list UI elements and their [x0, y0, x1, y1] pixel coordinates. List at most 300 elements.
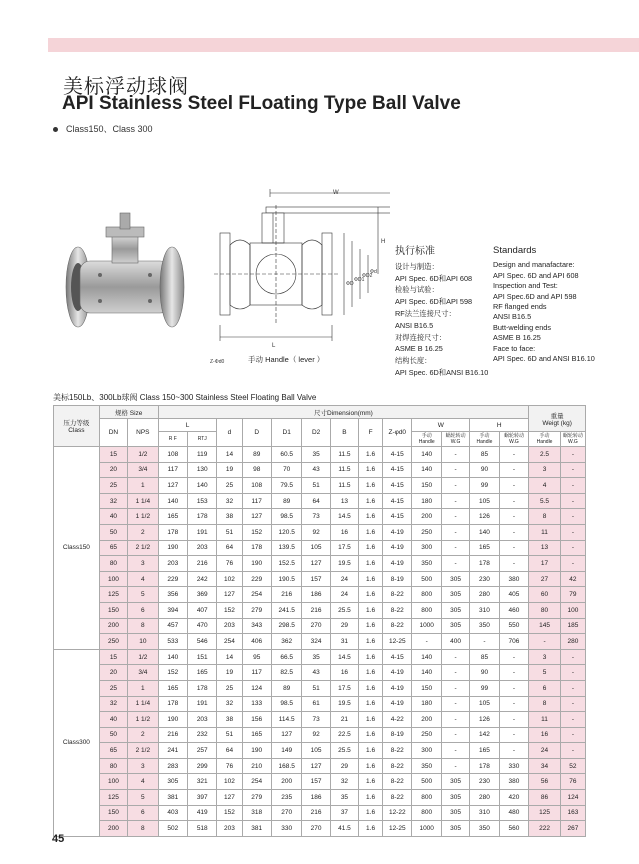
table-cell: 117: [242, 493, 271, 509]
header-size: 规格 Size: [99, 406, 158, 419]
table-cell: 4-15: [383, 462, 412, 478]
table-row: [54, 571, 586, 587]
table-cell: 165: [470, 743, 499, 759]
table-cell: 157: [302, 774, 330, 790]
header-dimension: 尺寸Dimension(mm): [158, 406, 529, 419]
table-cell: 1.6: [359, 665, 383, 681]
table-cell: 1.6: [359, 509, 383, 525]
table-row: [54, 743, 586, 759]
table-row: [54, 634, 586, 650]
table-cell: -: [529, 634, 561, 650]
table-cell: 3: [128, 758, 159, 774]
table-cell: 330: [499, 758, 529, 774]
table-cell: 203: [158, 556, 187, 572]
handle-label: 手动 Handle（ lever ）: [248, 355, 325, 364]
table-row: [54, 790, 586, 806]
table-cell: 60: [529, 587, 561, 603]
table-cell: 186: [302, 790, 330, 806]
table-cell: 191: [188, 524, 217, 540]
table-cell: -: [441, 712, 469, 728]
table-cell: 25.5: [330, 602, 358, 618]
table-cell: 178: [158, 696, 187, 712]
table-cell: 25: [217, 478, 242, 494]
table-cell: 4-19: [383, 680, 412, 696]
table-cell: 139.5: [271, 540, 302, 556]
table-cell: 52: [560, 758, 585, 774]
table-cell: 92: [302, 727, 330, 743]
table-cell: 1 1/2: [128, 509, 159, 525]
table-cell: 163: [560, 805, 585, 821]
header-d2: D2: [302, 419, 330, 447]
table-cell: 2: [128, 524, 159, 540]
table-cell: 191: [188, 696, 217, 712]
std-en-line: Butt-welding ends: [493, 322, 552, 332]
table-cell: 98.5: [271, 509, 302, 525]
wg-en: W.G: [509, 439, 519, 445]
wg-en: W.G: [450, 439, 461, 445]
table-row: [54, 556, 586, 572]
table-cell: 133: [242, 696, 271, 712]
table-cell: 4-15: [383, 649, 412, 665]
wg-cn: 蜗轮转动: [562, 433, 583, 439]
std-cn-line: ANSI B16.5: [395, 320, 434, 330]
std-en-line: Face to face:: [493, 343, 536, 353]
table-cell: 1.6: [359, 540, 383, 556]
table-row: [54, 680, 586, 696]
table-cell: 8: [128, 618, 159, 634]
table-cell: 1.6: [359, 478, 383, 494]
table-cell: 283: [158, 758, 187, 774]
header-weight: 重量 Weigt (kg): [529, 406, 586, 432]
table-cell: 350: [412, 556, 441, 572]
table-cell: -: [560, 478, 585, 494]
table-cell: 200: [271, 774, 302, 790]
table-cell: 127: [302, 758, 330, 774]
table-cell: 125: [99, 790, 127, 806]
table-cell: 108: [158, 447, 187, 463]
table-cell: 19.5: [330, 696, 358, 712]
table-cell: 1.6: [359, 727, 383, 743]
table-cell: 120.5: [271, 524, 302, 540]
table-cell: -: [560, 696, 585, 712]
table-cell: 12-25: [383, 821, 412, 837]
table-cell: 32: [99, 493, 127, 509]
table-cell: 24: [330, 571, 358, 587]
table-row: [54, 602, 586, 618]
table-cell: 140: [158, 649, 187, 665]
table-cell: -: [441, 447, 469, 463]
table-cell: 267: [560, 821, 585, 837]
table-cell: 125: [529, 805, 561, 821]
table-cell: -: [441, 462, 469, 478]
table-cell: -: [499, 478, 529, 494]
table-cell: 29: [330, 758, 358, 774]
table-cell: 51: [217, 524, 242, 540]
class300-rows: [54, 649, 586, 836]
table-cell: 124: [560, 790, 585, 806]
table-cell: 11: [529, 712, 561, 728]
handle-cn: 手动: [539, 433, 550, 439]
std-cn-line: API Spec. 6D和ANSI B16.10: [395, 367, 489, 377]
table-cell: 24: [330, 587, 358, 603]
table-cell: 64: [217, 540, 242, 556]
table-cell: 800: [412, 790, 441, 806]
table-cell: 502: [158, 821, 187, 837]
table-cell: 8: [529, 509, 561, 525]
dim-d2: ΦD2: [362, 273, 373, 279]
class-text: Class150、Class 300: [66, 124, 153, 134]
table-cell: 4-22: [383, 712, 412, 728]
table-cell: 216: [158, 727, 187, 743]
table-row: [54, 524, 586, 540]
table-cell: -: [499, 540, 529, 556]
table-cell: -: [499, 680, 529, 696]
table-cell: 38: [217, 509, 242, 525]
table-cell: 216: [302, 602, 330, 618]
table-row: [54, 805, 586, 821]
table-cell: 419: [188, 805, 217, 821]
table-cell: 4-15: [383, 478, 412, 494]
table-cell: 180: [412, 493, 441, 509]
table-cell: 1.6: [359, 447, 383, 463]
table-cell: 185: [560, 618, 585, 634]
header-weight-handle: [529, 432, 561, 447]
table-cell: 79.5: [271, 478, 302, 494]
table-cell: 80: [99, 758, 127, 774]
table-cell: 157: [302, 571, 330, 587]
table-cell: 8-22: [383, 602, 412, 618]
table-cell: 14.5: [330, 649, 358, 665]
table-cell: -: [499, 727, 529, 743]
table-cell: -: [560, 727, 585, 743]
table-row: [54, 727, 586, 743]
table-cell: 32: [217, 696, 242, 712]
table-cell: 1.6: [359, 524, 383, 540]
table-cell: 60.5: [271, 447, 302, 463]
std-cn-line: 设计与制造：: [395, 261, 439, 271]
table-cell: 1.6: [359, 774, 383, 790]
header-rtj: RTJ: [188, 432, 217, 447]
table-cell: -: [560, 556, 585, 572]
table-cell: 300: [412, 540, 441, 556]
table-cell: 1 1/2: [128, 712, 159, 728]
table-cell: 178: [470, 556, 499, 572]
table-cell: 165: [188, 665, 217, 681]
table-cell: 73: [302, 509, 330, 525]
table-cell: 50: [99, 727, 127, 743]
table-cell: 140: [188, 478, 217, 494]
table-cell: 100: [99, 571, 127, 587]
table-cell: 145: [529, 618, 561, 634]
table-cell: 270: [271, 805, 302, 821]
table-cell: 41.5: [330, 821, 358, 837]
table-cell: 178: [158, 524, 187, 540]
std-en-line: API Spec. 6D and API 608: [493, 270, 579, 280]
table-cell: -: [560, 447, 585, 463]
table-cell: -: [441, 743, 469, 759]
table-cell: 200: [412, 509, 441, 525]
table-cell: 130: [188, 462, 217, 478]
std-cn-line: API Spec. 6D和API 608: [395, 273, 473, 283]
table-cell: 151: [188, 649, 217, 665]
table-cell: 380: [499, 571, 529, 587]
table-cell: -: [441, 680, 469, 696]
table-cell: 64: [302, 493, 330, 509]
table-cell: 73: [302, 712, 330, 728]
table-cell: 279: [242, 790, 271, 806]
table-cell: 397: [188, 790, 217, 806]
table-row: [54, 618, 586, 634]
table-cell: 11.5: [330, 462, 358, 478]
table-cell: 127: [217, 790, 242, 806]
table-cell: 305: [158, 774, 187, 790]
header-d1: D1: [271, 419, 302, 447]
table-cell: 3/4: [128, 665, 159, 681]
table-cell: 16: [330, 524, 358, 540]
table-cell: 280: [470, 790, 499, 806]
table-cell: 127: [302, 556, 330, 572]
table-cell: 140: [412, 649, 441, 665]
table-cell: 4-19: [383, 696, 412, 712]
table-cell: 305: [441, 602, 469, 618]
wg-cn: 蜗轮转动: [445, 433, 466, 439]
table-cell: 230: [470, 571, 499, 587]
table-cell: 20: [99, 462, 127, 478]
standards-english: [493, 246, 595, 364]
header-rf: R F: [158, 432, 187, 447]
std-en-line: Design and manafactare:: [493, 260, 575, 270]
table-cell: 3: [128, 556, 159, 572]
table-cell: 178: [242, 540, 271, 556]
table-cell: -: [560, 462, 585, 478]
table-row: [54, 587, 586, 603]
class-bullet: [53, 122, 153, 135]
table-cell: -: [560, 680, 585, 696]
table-cell: 140: [412, 462, 441, 478]
std-cn-line: 结构长度：: [395, 356, 432, 366]
table-cell: 127: [158, 478, 187, 494]
table-row: [54, 540, 586, 556]
std-en-line: API Spec.6D and API 598: [493, 291, 577, 301]
table-cell: 203: [217, 618, 242, 634]
table-cell: 300: [412, 743, 441, 759]
table-cell: 1.6: [359, 649, 383, 665]
std-cn-line: 对焊连接尺寸：: [395, 332, 447, 342]
table-cell: 4-19: [383, 556, 412, 572]
table-cell: 270: [302, 821, 330, 837]
table-cell: -: [441, 696, 469, 712]
table-cell: 127: [242, 509, 271, 525]
table-cell: 279: [242, 602, 271, 618]
table-cell: 85: [470, 649, 499, 665]
table-cell: 4-19: [383, 665, 412, 681]
table-cell: 15: [99, 447, 127, 463]
std-cn-line: API Spec. 6D和API 598: [395, 297, 473, 307]
table-cell: 500: [412, 774, 441, 790]
table-cell: 350: [412, 758, 441, 774]
table-cell: 420: [499, 790, 529, 806]
table-cell: 24: [529, 743, 561, 759]
table-cell: 1.6: [359, 712, 383, 728]
table-cell: 254: [242, 587, 271, 603]
table-cell: 305: [441, 587, 469, 603]
class150-rows: [54, 447, 586, 650]
table-cell: 35: [302, 649, 330, 665]
table-cell: -: [499, 712, 529, 728]
std-cn-line: 检验与试验：: [395, 285, 439, 295]
table-cell: 64: [217, 743, 242, 759]
table-cell: 12-25: [383, 634, 412, 650]
table-cell: 140: [412, 665, 441, 681]
table-cell: 216: [271, 587, 302, 603]
table-cell: 50: [99, 524, 127, 540]
standards-chinese: [395, 246, 488, 379]
table-cell: 235: [271, 790, 302, 806]
table-cell: 150: [99, 602, 127, 618]
table-row: [54, 478, 586, 494]
table-cell: 1: [128, 478, 159, 494]
table-cell: 546: [188, 634, 217, 650]
table-cell: 180: [412, 696, 441, 712]
header-zd0: Z-φd0: [383, 419, 412, 447]
table-cell: 165: [242, 727, 271, 743]
table-cell: 165: [158, 509, 187, 525]
table-cell: 140: [412, 447, 441, 463]
header-nps: NPS: [128, 419, 159, 447]
table-cell: 102: [217, 571, 242, 587]
table-cell: 706: [499, 634, 529, 650]
table-cell: -: [499, 665, 529, 681]
std-en-line: ASME B 16.25: [493, 333, 541, 343]
table-cell: 12-22: [383, 805, 412, 821]
table-cell: -: [441, 649, 469, 665]
table-cell: 4-19: [383, 540, 412, 556]
table-cell: -: [499, 509, 529, 525]
table-cell: 32: [217, 493, 242, 509]
table-cell: 17.5: [330, 680, 358, 696]
table-cell: 31: [330, 634, 358, 650]
table-cell: 5: [529, 665, 561, 681]
header-h-wg: [499, 432, 529, 447]
table-cell: 19: [217, 462, 242, 478]
table-cell: 105: [302, 540, 330, 556]
table-cell: 1.6: [359, 805, 383, 821]
table-cell: 76: [217, 556, 242, 572]
table-cell: 3: [529, 462, 561, 478]
table-cell: 190: [242, 556, 271, 572]
table-cell: 66.5: [271, 649, 302, 665]
table-cell: -: [470, 634, 499, 650]
table-cell: 8-22: [383, 587, 412, 603]
table-cell: 330: [271, 821, 302, 837]
table-cell: 17.5: [330, 540, 358, 556]
table-cell: 470: [188, 618, 217, 634]
table-row: [54, 665, 586, 681]
table-cell: 318: [242, 805, 271, 821]
table-cell: 178: [188, 680, 217, 696]
table-cell: 324: [302, 634, 330, 650]
std-en-line: API Spec. 6D and ANSI B16.10: [493, 354, 595, 364]
table-cell: 90: [470, 462, 499, 478]
table-cell: 25: [99, 680, 127, 696]
table-cell: 25: [99, 478, 127, 494]
table-cell: -: [499, 493, 529, 509]
table-cell: 1.6: [359, 618, 383, 634]
table-cell: 1.6: [359, 462, 383, 478]
table-cell: 4: [128, 571, 159, 587]
header-w-wg: [441, 432, 469, 447]
table-cell: 34: [529, 758, 561, 774]
table-cell: 150: [99, 805, 127, 821]
table-cell: 1.6: [359, 587, 383, 603]
table-row: [54, 758, 586, 774]
table-cell: 80: [529, 602, 561, 618]
table-cell: 61: [302, 696, 330, 712]
table-cell: 1.6: [359, 743, 383, 759]
table-cell: 25: [217, 680, 242, 696]
table-cell: 114.5: [271, 712, 302, 728]
table-cell: 1.6: [359, 758, 383, 774]
table-cell: 127: [217, 587, 242, 603]
table-cell: 126: [470, 712, 499, 728]
table-cell: 142: [470, 727, 499, 743]
table-cell: 13: [529, 540, 561, 556]
table-cell: -: [499, 649, 529, 665]
table-cell: 51: [217, 727, 242, 743]
table-row: [54, 493, 586, 509]
handle-en: Handle: [476, 439, 493, 445]
table-cell: 178: [188, 509, 217, 525]
table-cell: 1000: [412, 821, 441, 837]
table-cell: 79: [560, 587, 585, 603]
table-cell: 1: [128, 680, 159, 696]
table-cell: 100: [99, 774, 127, 790]
table-cell: 16: [529, 727, 561, 743]
table-cell: -: [412, 634, 441, 650]
table-cell: 457: [158, 618, 187, 634]
std-en-line: ANSI B16.5: [493, 312, 532, 322]
table-cell: 42: [560, 571, 585, 587]
table-cell: 51: [302, 478, 330, 494]
table-cell: -: [441, 524, 469, 540]
table-cell: -: [499, 743, 529, 759]
header-d: D: [242, 419, 271, 447]
table-cell: 800: [412, 805, 441, 821]
table-cell: 1/2: [128, 649, 159, 665]
table-cell: 250: [412, 524, 441, 540]
standards-cn-heading: 执行标准: [395, 246, 435, 257]
standards-en-heading: Standards: [493, 245, 537, 256]
table-cell: 310: [470, 602, 499, 618]
table-cell: 22.5: [330, 727, 358, 743]
table-cell: 8-19: [383, 727, 412, 743]
table-cell: 242: [188, 571, 217, 587]
dim-d1: ΦD1: [354, 277, 365, 283]
table-cell: 560: [499, 821, 529, 837]
table-cell: 105: [470, 696, 499, 712]
table-cell: 152: [217, 805, 242, 821]
table-cell: 280: [470, 587, 499, 603]
table-cell: -: [560, 493, 585, 509]
table-cell: 40: [99, 509, 127, 525]
table-cell: 6: [128, 805, 159, 821]
table-cell: 8-19: [383, 571, 412, 587]
table-cell: 500: [412, 571, 441, 587]
table-cell: 241.5: [271, 602, 302, 618]
table-cell: 1 1/4: [128, 493, 159, 509]
table-cell: 140: [470, 524, 499, 540]
table-cell: 381: [242, 821, 271, 837]
